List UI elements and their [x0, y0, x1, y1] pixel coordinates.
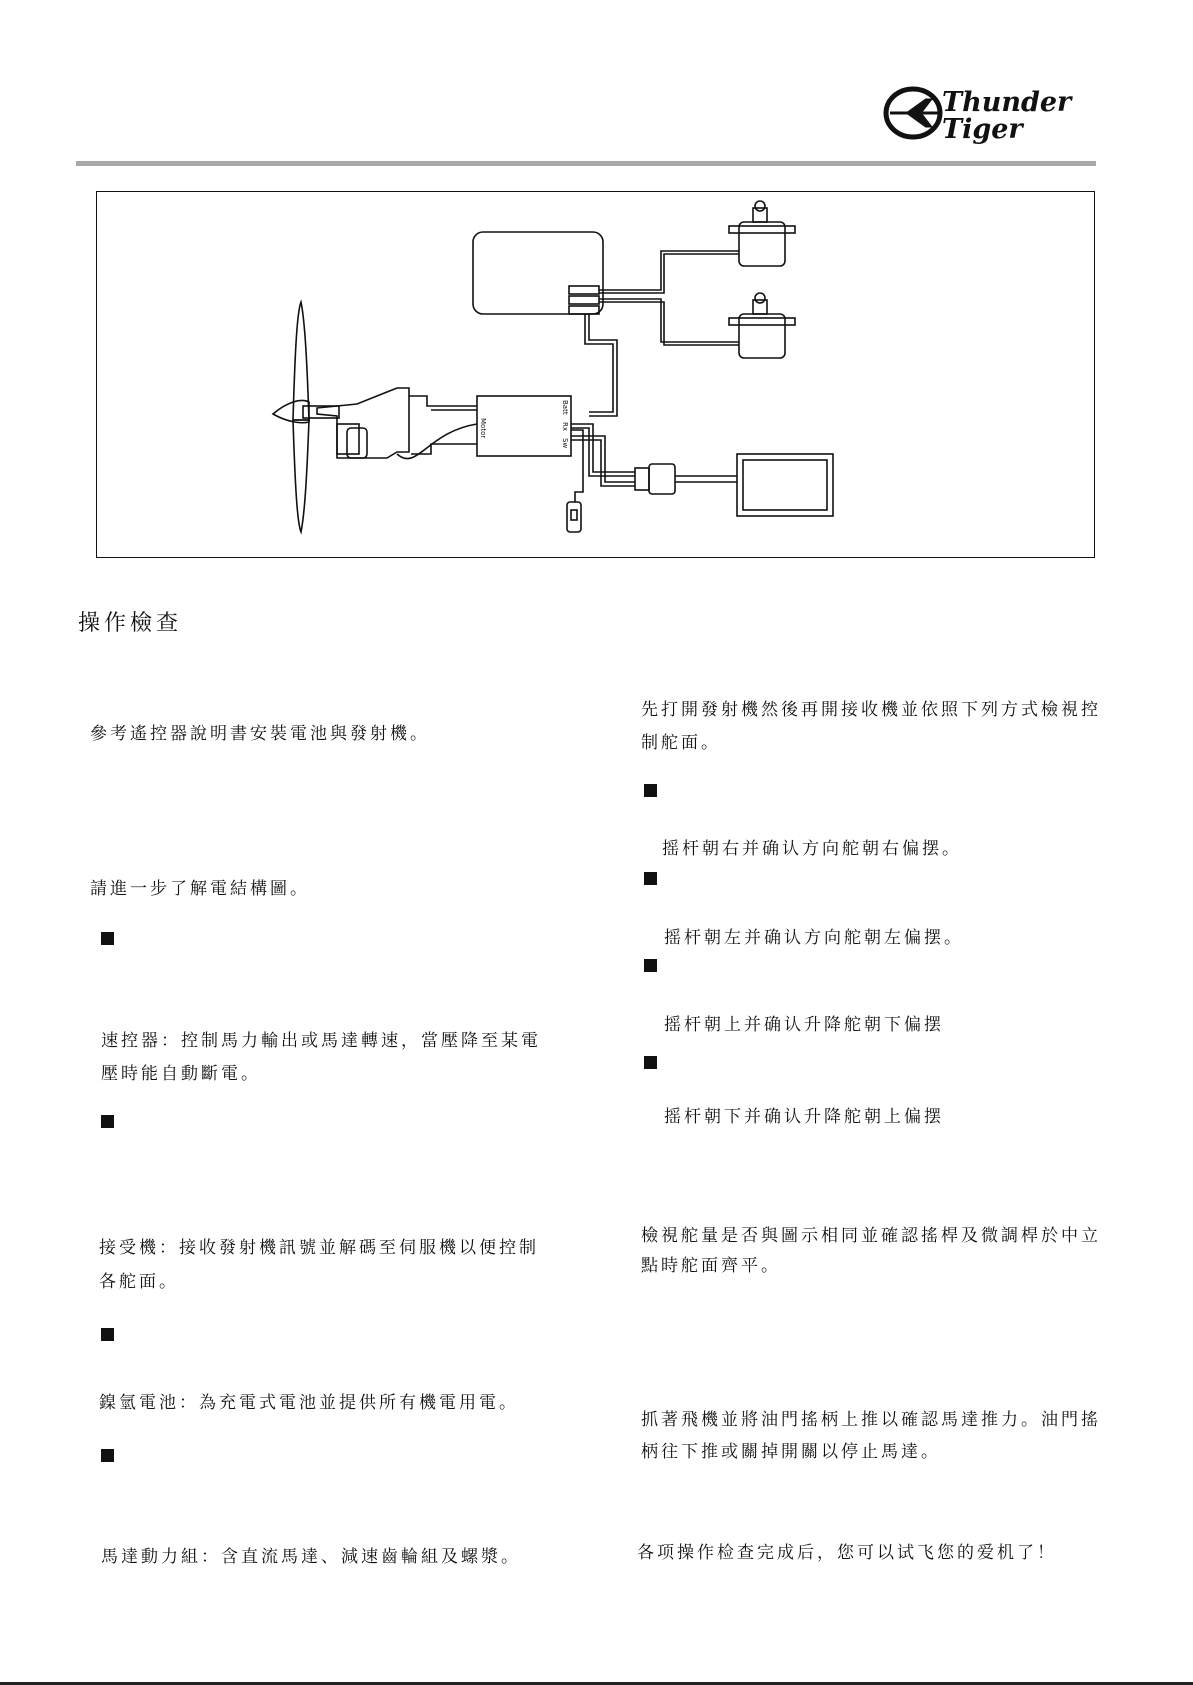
- switch: [567, 502, 581, 532]
- header-rule: [76, 161, 1096, 166]
- propeller-top: [293, 302, 309, 420]
- motor-gearbox: [317, 388, 409, 458]
- esc-label-rx: Rx: [561, 422, 569, 432]
- neutral-line1: 檢視舵量是否與圖示相同並確認搖桿及微調桿於中立: [641, 1226, 1101, 1246]
- bullet-square: [101, 1328, 114, 1341]
- bullet-square: [644, 959, 657, 972]
- receiver-box: [473, 232, 603, 314]
- bullet-square: [101, 1115, 114, 1128]
- power-unit-desc: 馬達動力組：含直流馬達、減速齒輪組及螺漿。: [101, 1547, 521, 1567]
- check-elevator-up: 摇杆朝下并确认升降舵朝上偏摆: [664, 1107, 944, 1127]
- bullet-square: [101, 932, 114, 945]
- battery-pack: [737, 454, 833, 516]
- bullet-square: [644, 872, 657, 885]
- section-title: 操作檢查: [78, 611, 183, 636]
- wiring-note: 請進一步了解電結構圖。: [90, 879, 310, 899]
- wiring-diagram: [96, 191, 1095, 558]
- receiver-port-2: [569, 296, 599, 304]
- jet-icon: [890, 100, 938, 126]
- thunder-tiger-logo: [880, 82, 1090, 144]
- logo-line2: Tiger: [942, 114, 1023, 144]
- receiver-desc-line2: 各舵面。: [99, 1272, 179, 1292]
- check-elevator-down: 摇杆朝上并确认升降舵朝下偏摆: [664, 1015, 944, 1035]
- logo-line1: Thunder: [942, 87, 1072, 118]
- battery-connector: [649, 464, 675, 494]
- esc-label-motor: Motor: [479, 418, 487, 439]
- esc-box: [477, 396, 571, 456]
- servo-bottom: [729, 293, 795, 358]
- intro-line2: 制舵面。: [641, 733, 721, 753]
- esc-desc-line1: 速控器：控制馬力輸出或馬達轉速，當壓降至某電: [101, 1031, 541, 1051]
- esc-label-sw: Sw: [561, 438, 569, 449]
- bullet-square: [644, 784, 657, 797]
- throttle-line2: 柄往下推或關掉開關以停止馬達。: [641, 1442, 941, 1462]
- check-rudder-right: 摇杆朝右并确认方向舵朝右偏摆。: [662, 839, 962, 859]
- neutral-line2: 點時舵面齊平。: [641, 1256, 781, 1276]
- final-note: 各项操作检查完成后，您可以试飞您的爱机了！: [637, 1543, 1057, 1563]
- receiver-port-3: [569, 306, 599, 314]
- bullet-square: [644, 1056, 657, 1069]
- receiver-port-1: [569, 286, 599, 294]
- receiver-desc-line1: 接受機：接收發射機訊號並解碼至伺服機以便控制: [99, 1238, 539, 1258]
- servo-top: [729, 201, 795, 266]
- bullet-square: [101, 1449, 114, 1462]
- throttle-line1: 抓著飛機並將油門搖柄上推以確認馬達推力。油門搖: [641, 1410, 1101, 1430]
- nimh-desc: 鎳氫電池：為充電式電池並提供所有機電用電。: [99, 1393, 519, 1413]
- check-rudder-left: 摇杆朝左并确认方向舵朝左偏摆。: [664, 928, 964, 948]
- esc-desc-line2: 壓時能自動斷電。: [101, 1064, 261, 1084]
- propeller-bottom: [293, 420, 309, 532]
- intro-line1: 先打開發射機然後再開接收機並依照下列方式檢視控: [641, 700, 1101, 720]
- battery-note: 參考遙控器說明書安裝電池與發射機。: [90, 724, 430, 744]
- esc-label-batt: Batt: [561, 400, 569, 415]
